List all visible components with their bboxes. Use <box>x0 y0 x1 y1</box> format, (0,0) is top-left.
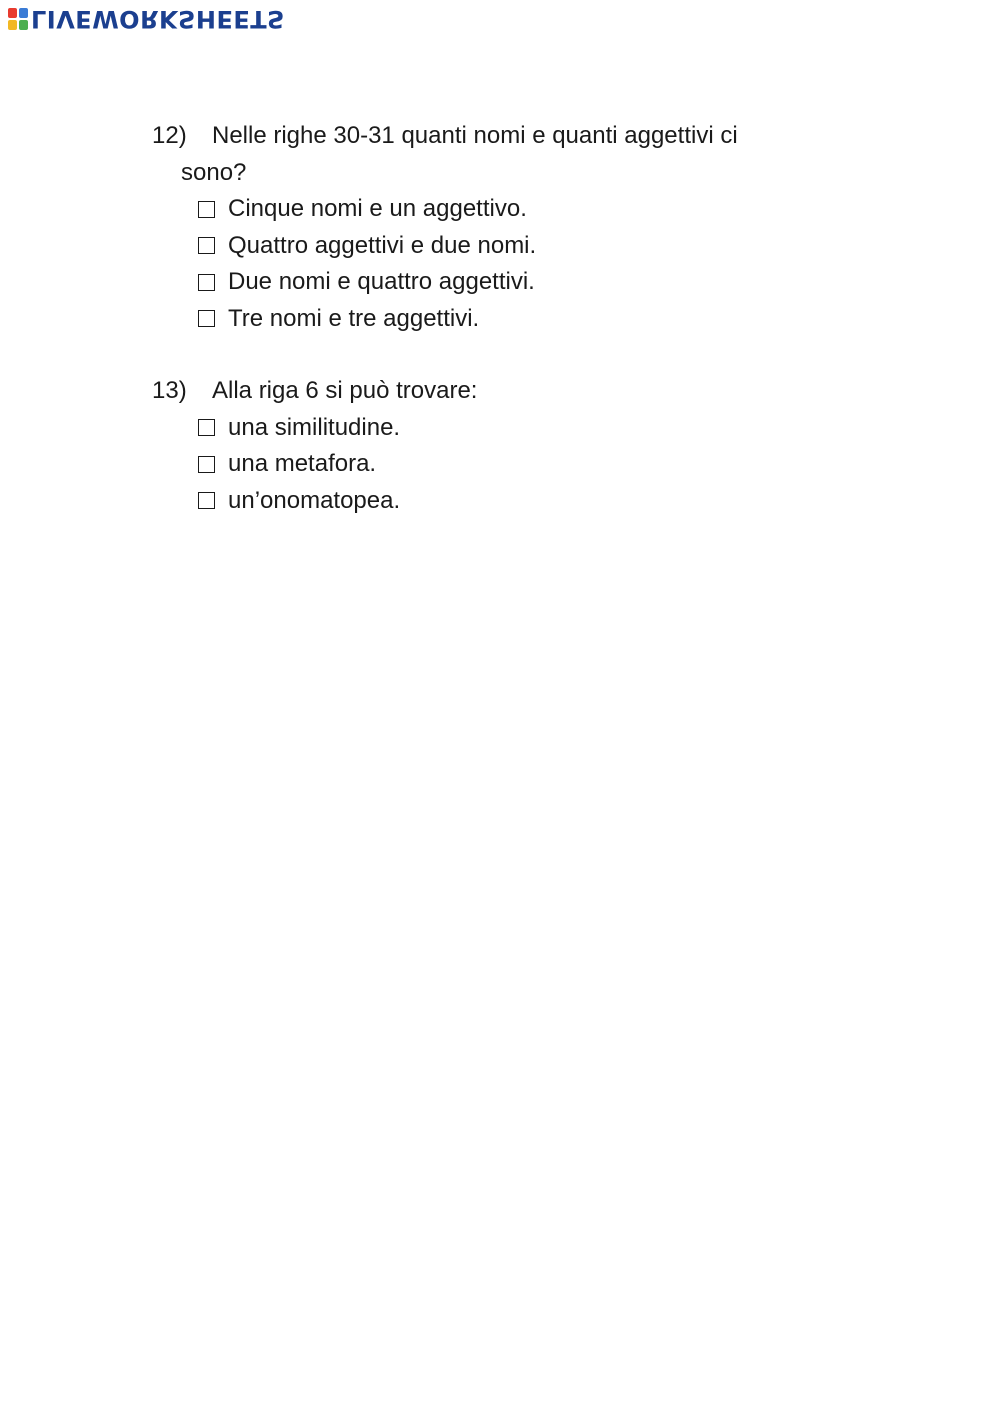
option-label: una metafora. <box>228 450 377 477</box>
answer-options <box>152 191 832 337</box>
answer-options <box>152 410 832 520</box>
checkbox[interactable] <box>198 237 215 254</box>
answer-option[interactable] <box>152 446 832 483</box>
answer-option[interactable] <box>152 410 832 447</box>
question-12 <box>152 118 832 337</box>
logo-blocks-icon <box>8 8 28 30</box>
checkbox[interactable] <box>198 419 215 436</box>
checkbox[interactable] <box>198 201 215 218</box>
option-label: un’onomatopea. <box>228 486 401 514</box>
question-13-heading <box>152 373 832 410</box>
answer-option[interactable] <box>152 301 832 338</box>
answer-option[interactable] <box>152 191 832 228</box>
checkbox[interactable] <box>198 492 215 509</box>
checkbox[interactable] <box>198 274 215 291</box>
logo-text: LIVEWORKSHEETS <box>31 5 285 33</box>
option-label: Tre nomi e tre aggettivi. <box>228 304 480 332</box>
answer-option[interactable] <box>152 264 832 301</box>
question-13 <box>152 373 832 519</box>
option-label: Due nomi e quattro aggettivi. <box>228 268 535 295</box>
question-number: 12) <box>152 122 187 149</box>
question-text: Nelle righe 30-31 quanti nomi e quanti aggettivi ci <box>212 122 738 149</box>
question-text-continued: sono? <box>181 158 247 186</box>
question-12-heading <box>152 118 832 191</box>
checkbox[interactable] <box>198 456 215 473</box>
option-label: Cinque nomi e un aggettivo. <box>228 195 527 222</box>
question-number: 13) <box>152 377 187 404</box>
question-text: Alla riga 6 si può trovare: <box>212 377 478 404</box>
liveworksheets-logo <box>8 4 285 34</box>
option-label: Quattro aggettivi e due nomi. <box>228 231 537 259</box>
checkbox[interactable] <box>198 310 215 327</box>
answer-option[interactable] <box>152 483 832 520</box>
answer-option[interactable] <box>152 228 832 265</box>
option-label: una similitudine. <box>228 413 401 441</box>
